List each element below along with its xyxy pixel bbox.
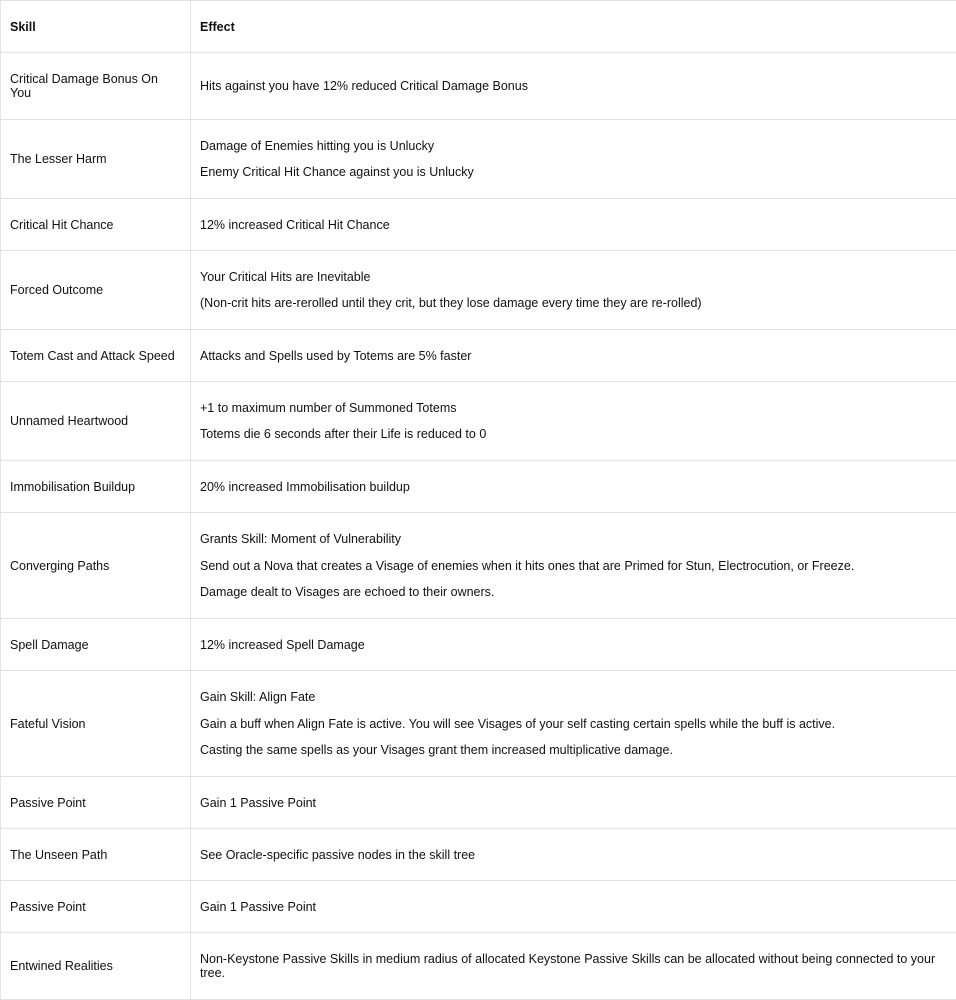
effect-line: See Oracle-specific passive nodes in the skill tree	[200, 847, 476, 862]
effect-cell	[191, 120, 956, 199]
effect-line: Damage dealt to Visages are echoed to their owners.	[200, 585, 495, 599]
table-row	[1, 53, 956, 120]
effect-line: Enemy Critical Hit Chance against you is Unlucky	[200, 165, 474, 180]
table-header-row	[1, 1, 956, 53]
effect-line: 20% increased Immobilisation buildup	[200, 479, 410, 494]
table-row	[1, 829, 956, 881]
table-row	[1, 382, 956, 461]
table-row	[1, 619, 956, 671]
effect-line: +1 to maximum number of Summoned Totems	[200, 400, 457, 415]
table-row	[1, 199, 956, 251]
effect-line: Gain a buff when Align Fate is active. You will see Visages of your self casting certain spells while the buff is active.	[200, 716, 836, 731]
effect-line: Gain 1 Passive Point	[200, 899, 317, 914]
effect-cell	[191, 199, 956, 251]
skill-cell: The Lesser Harm	[1, 120, 191, 199]
effect-cell	[191, 382, 956, 461]
table-row	[1, 671, 956, 777]
effect-line: Grants Skill: Moment of Vulnerability	[200, 532, 402, 546]
table-row	[1, 461, 956, 513]
effect-line: Send out a Nova that creates a Visage of enemies when it hits ones that are Primed for Stun, Electrocution, or Freeze.	[200, 558, 855, 573]
effect-line: Attacks and Spells used by Totems are 5% faster	[200, 348, 472, 363]
effect-line: Totems die 6 seconds after their Life is reduced to 0	[200, 427, 487, 442]
skill-cell: Immobilisation Buildup	[1, 461, 191, 513]
skill-cell: The Unseen Path	[1, 829, 191, 881]
header-skill: Skill	[1, 1, 191, 53]
effect-cell	[191, 251, 956, 330]
skill-cell: Converging Paths	[1, 513, 191, 619]
effect-line: Casting the same spells as your Visages grant them increased multiplicative damage.	[200, 743, 673, 757]
table-body	[1, 53, 956, 1000]
header-effect: Effect	[191, 1, 956, 53]
skill-cell: Critical Hit Chance	[1, 199, 191, 251]
effect-cell	[191, 881, 956, 933]
table-row	[1, 120, 956, 199]
skill-cell: Passive Point	[1, 777, 191, 829]
effect-line: Damage of Enemies hitting you is Unlucky	[200, 138, 435, 153]
effect-cell	[191, 513, 956, 619]
effect-cell	[191, 461, 956, 513]
skill-cell: Passive Point	[1, 881, 191, 933]
effect-line: 12% increased Spell Damage	[200, 637, 365, 652]
effect-line: Your Critical Hits are Inevitable	[200, 269, 371, 284]
skill-cell: Critical Damage Bonus On You	[1, 53, 191, 120]
effect-line: Hits against you have 12% reduced Critical Damage Bonus	[200, 79, 528, 93]
effect-line: Non-Keystone Passive Skills in medium radius of allocated Keystone Passive Skills can be allocated without being connected to your tree.	[200, 952, 936, 980]
effect-line: Gain Skill: Align Fate	[200, 690, 316, 704]
table-row	[1, 933, 956, 1000]
table-row	[1, 513, 956, 619]
skill-cell: Forced Outcome	[1, 251, 191, 330]
effect-cell	[191, 330, 956, 382]
table-row	[1, 251, 956, 330]
effect-cell	[191, 671, 956, 777]
effect-cell	[191, 829, 956, 881]
effect-cell	[191, 53, 956, 120]
table-row	[1, 881, 956, 933]
effect-line: (Non-crit hits are-rerolled until they crit, but they lose damage every time they are re-rolled)	[200, 296, 702, 311]
skill-cell: Totem Cast and Attack Speed	[1, 330, 191, 382]
effect-cell	[191, 777, 956, 829]
skill-cell: Spell Damage	[1, 619, 191, 671]
table-row	[1, 777, 956, 829]
skill-cell: Fateful Vision	[1, 671, 191, 777]
effect-line: Gain 1 Passive Point	[200, 795, 317, 810]
skill-cell: Unnamed Heartwood	[1, 382, 191, 461]
table-row	[1, 330, 956, 382]
effect-line: 12% increased Critical Hit Chance	[200, 217, 390, 232]
effect-cell	[191, 619, 956, 671]
effect-cell	[191, 933, 956, 1000]
skill-cell: Entwined Realities	[1, 933, 191, 1000]
